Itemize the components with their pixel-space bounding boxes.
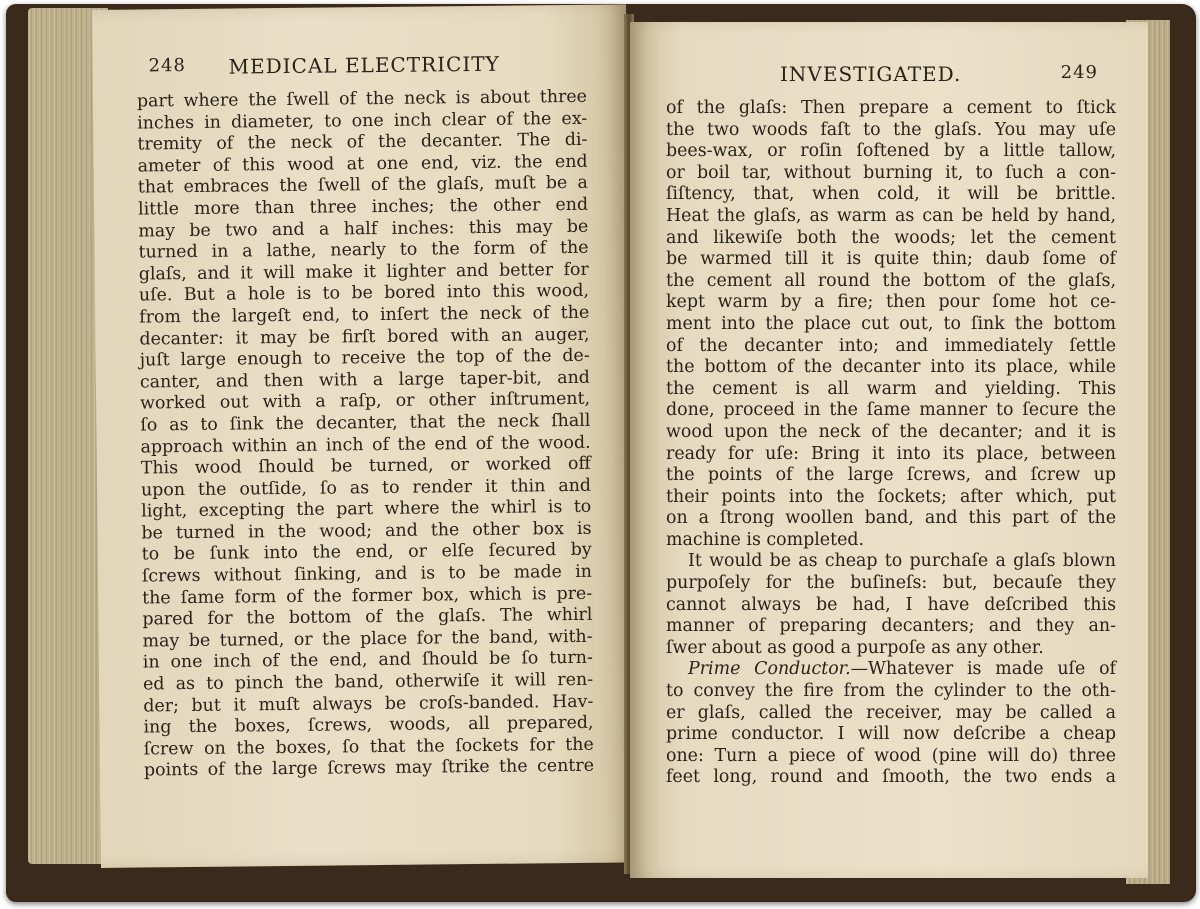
text-line: done, proceed in the ſame manner to ſecure the [666,400,1116,421]
text-line: the ſame form of the former box, which is pre- [142,583,593,609]
left-running-head [148,51,586,86]
text-line: their points into the ſockets; after which, put [666,486,1116,507]
left-page [92,4,635,868]
text-line: inches in diameter, to one inch clear of the ex- [137,108,588,134]
text-line: approach within an inch of the end of the wood. [140,432,591,458]
text-line: machine is completed. [666,529,865,550]
text-line: wood upon the neck of the decanter; and it is [666,421,1116,442]
text-line: uſe. But a hole is to be bored into this wood, [138,281,590,306]
right-page [630,22,1148,878]
right-running-title: INVESTIGATED. [780,62,962,86]
text-line: points of the large ſcrews may ſtrike the centre [143,756,595,781]
text-line: that embraces the ſwell of the glaſs, muſt be a [137,173,588,198]
text-line: be turned in the wood; and the other box is [141,518,592,544]
text-line: of the decanter into; and immediately ſettle [666,335,1116,356]
text-line: ed as to pinch the band, otherwiſe it will ren- [142,669,594,695]
text-line: from the largeſt end, to inſert the neck of the [139,302,590,328]
text-line: in one inch of the end, and ſhould be ſo turn- [142,648,593,673]
text-line: part where the ſwell of the neck is about three [136,86,588,112]
text-line: or boil tar, without burning it, to ſuch a con- [666,162,1116,183]
text-line: decanter: it may be firſt bored with an auger, [139,324,590,350]
text-line: This wood ſhould be turned, or worked off [140,453,591,479]
text-line: be warmed till it is quite thin; daub ſome of [666,249,1116,270]
left-running-title: MEDICAL ELECTRICITY [228,51,500,79]
text-line: to be ſunk into the end, or elſe ſecured by [141,540,592,565]
text-line: ſcrews without ſinking, and is to be made in [141,561,593,587]
right-body-text [666,98,1116,789]
text-line: feet long, round and ſmooth, the two ends a [666,767,1116,788]
text-line: the cement is all warm and yielding. This [666,378,1116,399]
text-line: cannot always be had, I have deſcribed this [666,594,1116,615]
text-line: little more than three inches; the other end [137,194,589,220]
text-line: Heat the glaſs, as warm as can be held by hand, [666,205,1116,226]
text-line: ſcrew on the boxes, ſo that the ſockets for the [143,734,594,760]
text-line: to convey the fire from the cylinder to the oth- [666,681,1116,702]
text-line: bees-wax, or roſin ſoftened by a little tallow, [666,141,1116,162]
text-line: and likewiſe both the woods; let the cement [666,227,1116,248]
text-line: It would be as cheap to purchaſe a glaſs blown [688,551,1116,572]
text-line: one: Turn a piece of wood (pine will do) three [666,745,1116,766]
text-line-rest: —Whatever is made uſe of [850,659,1116,680]
text-line: tremity of the neck of the decanter. The di- [137,130,588,155]
text-line: er glaſs, called the receiver, may be called a [666,702,1116,723]
text-line: pared for the bottom of the glaſs. The whirl [142,605,593,630]
text-line: juſt large enough to receive the top of the de- [139,345,590,371]
text-line: canter, and then with a large taper-bit, and [139,367,590,393]
text-line: turned in a lathe, nearly to the form of the [138,237,589,263]
left-page-number: 248 [148,55,187,77]
right-running-head [670,62,1098,92]
text-line: ſiſtency, that, when cold, it will be brittle. [666,184,1116,205]
right-page-number: 249 [1060,62,1098,83]
text-line: ſo as to ſink the decanter, that the neck ſhall [140,410,591,436]
text-line: may be two and a half inches: this may be [138,216,589,242]
text-line: worked out with a raſp, or other inſtrument, [140,389,591,414]
text-line: ment into the place cut out, to ſink the bottom [666,313,1116,334]
text-line: ſwer about as good a purpoſe as any other. [666,637,1044,658]
text-line: prime conductor. I will now deſcribe a cheap [666,724,1116,745]
text-line: der; but it muſt always be croſs-banded. Hav- [143,691,594,717]
text-line: upon the outſide, ſo as to render it thin and [140,475,592,501]
text-line [666,659,1116,681]
text-line: may be turned, or the place for the band, with- [142,626,593,652]
text-line: the cement all round the bottom of the glaſs, [666,270,1116,291]
text-line: the two woods faſt to the glaſs. You may uſe [666,119,1116,140]
text-line: on a ſtrong woollen band, and this part of the [666,508,1116,529]
section-heading: Prime Conductor. [688,659,851,680]
left-body-text [137,87,594,783]
text-line: light, excepting the part where the whirl is to [141,497,592,522]
text-line: manner of preparing decanters; and they an- [666,616,1116,637]
text-line: ameter of this wood at one end, viz. the end [137,151,588,177]
text-line: kept warm by a fire; then pour ſome hot ce- [666,292,1116,313]
text-line: ready for uſe: Bring it into its place, between [666,443,1116,464]
text-line: glaſs, and it will make it lighter and better for [138,259,589,285]
text-line: ing the boxes, ſcrews, woods, all prepared, [143,713,594,738]
text-line: purpoſely for the buſineſs: but, becauſe they [666,573,1116,594]
text-line: of the glaſs: Then prepare a cement to ſtick [666,98,1116,118]
text-line: the bottom of the decanter into its place, while [666,357,1116,378]
text-line: the points of the large ſcrews, and ſcrew up [666,465,1116,486]
